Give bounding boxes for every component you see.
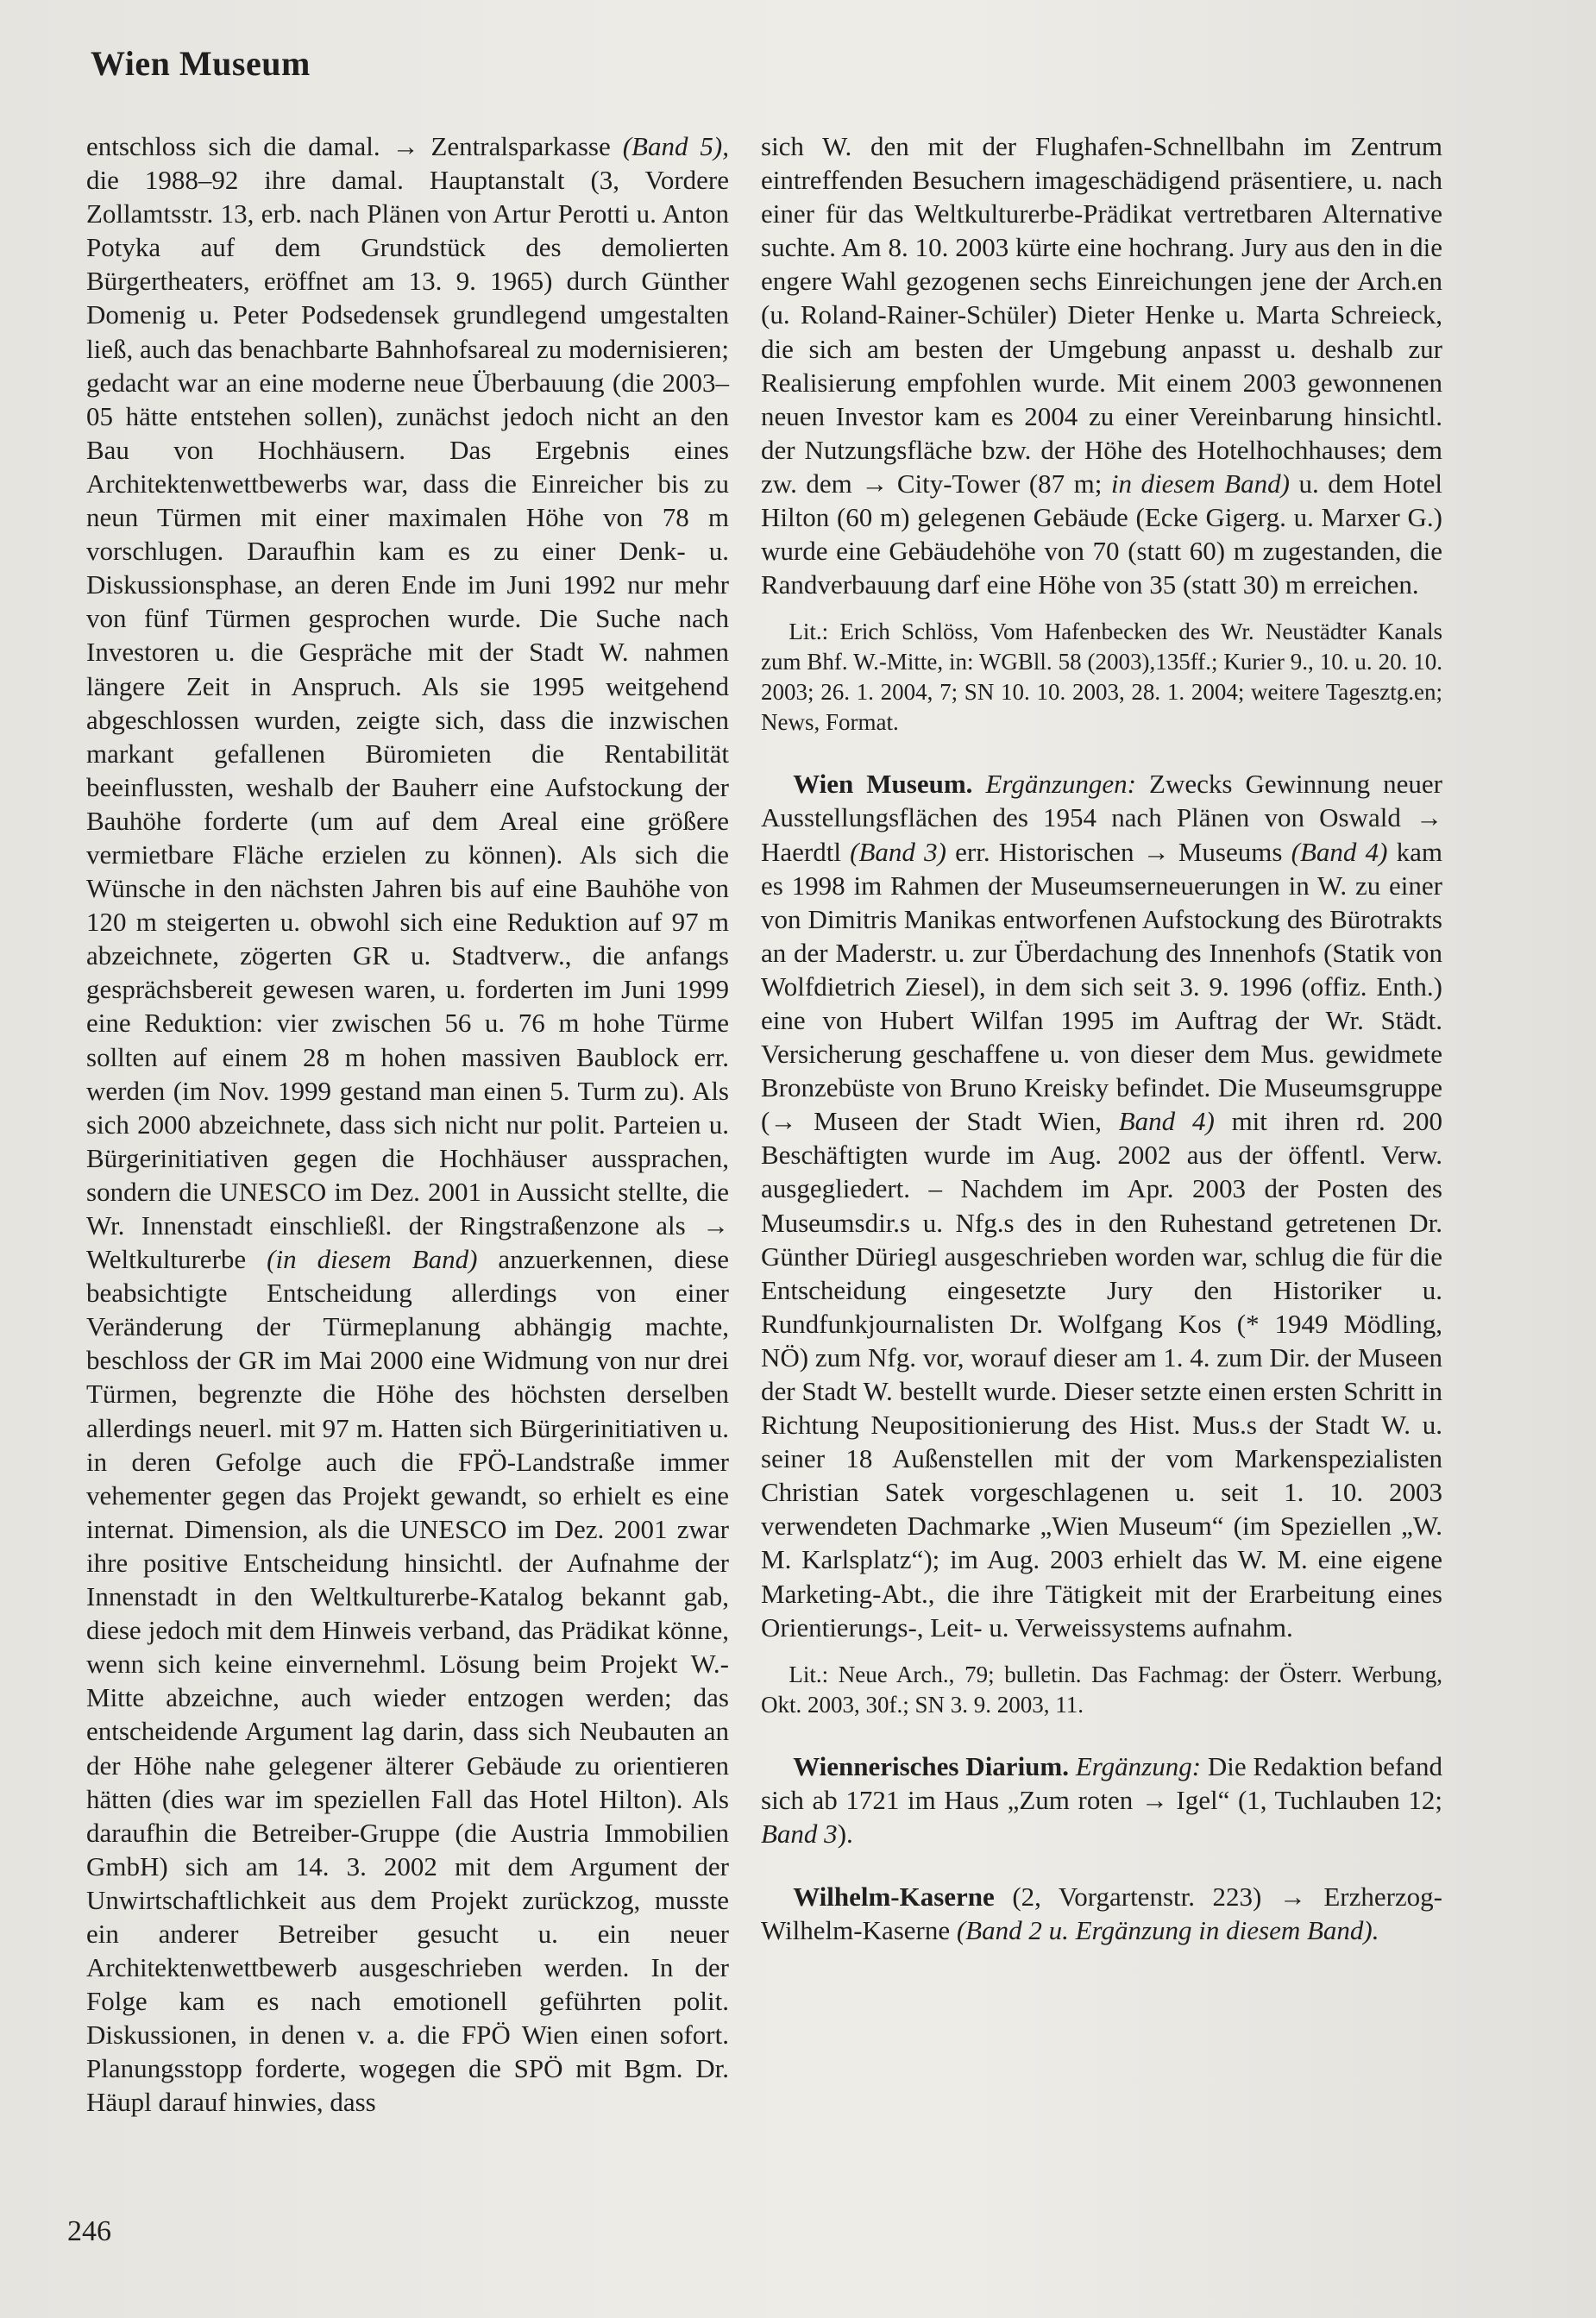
body-text: u. dem Hotel Hilton (60 m) gelegenen Gebäude (Ecke Gigerg. u. Marxer G.) wurde eine Gebäudehöhe von 70 (statt 60) m zugestanden, die Randverbauung darf eine Höhe von 35 (statt 30) m erreichen. xyxy=(761,468,1442,600)
paragraph-continued xyxy=(86,129,729,2120)
italic-text: (Band 5), xyxy=(622,131,729,161)
body-text: Zwecks Gewinnung neuer Ausstellungsflächen des 1954 nach Plänen von Oswald → Haerdtl xyxy=(761,769,1442,867)
italic-text: Band 3 xyxy=(761,1818,838,1849)
entry-wilhelm-kaserne xyxy=(761,1880,1442,1947)
entry-wien-museum xyxy=(761,767,1442,1643)
entry-wiennerisches-diarium xyxy=(761,1749,1442,1850)
paragraph-continued xyxy=(761,129,1442,601)
body-text: kam es 1998 im Rahmen der Museumserneuerungen in W. zu einer von Dimitris Manikas entworfenen Aufstockung des Bürotrakts an der Maderstr. u. zur Überdachung des Innenhofs (Statik von Wolfdietrich Ziesel), in dem sich seit 3. 9. 1996 (offiz. Enth.) eine von Hubert Wilfan 1995 im Auftrag der Wr. Städt. Versicherung geschaffene u. von dieser dem Mus. gewidmete Bronzebüste von Bruno Kreisky befindet. Die Museumsgruppe (→ Museen der Stadt Wien, xyxy=(761,836,1442,1137)
italic-text: Band 4) xyxy=(1118,1106,1215,1137)
italic-text: (Band 2 u. Ergänzung in diesem Band). xyxy=(956,1915,1379,1946)
literature-note: Lit.: Erich Schlöss, Vom Hafenbecken des Wr. Neustädter Kanals zum Bhf. W.-Mitte, in: WGBll. 58 (2003),135ff.; Kurier 9., 10. u. 20. 10. 2003; 26. 1. 2004, 7; SN 10. 10. 2003, 28. 1. 2004; weitere Tagesztg.en; News, Format. xyxy=(761,619,1442,736)
literature-note: Lit.: Neue Arch., 79; bulletin. Das Fachmag: der Österr. Werbung, Okt. 2003, 30f.; SN 3. 9. 2003, 11. xyxy=(761,1661,1442,1718)
body-text: err. Historischen → Museums xyxy=(946,836,1291,867)
entry-headword: Wiennerisches Diarium. xyxy=(793,1750,1069,1781)
body-text xyxy=(1069,1751,1076,1781)
body-text: (2, Vorgartenstr. 223) → Erzherzog-Wilhelm-Kaserne xyxy=(761,1881,1442,1946)
italic-text: in diesem Band) xyxy=(1110,468,1290,499)
body-text: sich W. den mit der Flughafen-Schnellbahn im Zentrum eintreffenden Besuchern imageschädigend präsentiere, u. nach einer für das Weltkulturerbe-Prädikat vertretbaren Alternative suchte. Am 8. 10. 2003 kürte eine hochrang. Jury aus den in die engere Wahl gezogenen sechs Einreichungen jene der Arch.en (u. Roland-Rainer-Schüler) Dieter Henke u. Marta Schreieck, die sich am besten der Umgebung anpasst u. deshalb zur Realisierung empfohlen wurde. Mit einem 2003 gewonnenen neuen Investor kam es 2004 zu einer Vereinbarung hinsichtl. der Nutzungsfläche bzw. der Höhe des Hotelhochhauses; dem zw. dem → City-Tower (87 m; xyxy=(761,131,1442,499)
body-text: anzuerkennen, diese beabsichtigte Entscheidung allerdings von einer Veränderung der Türmeplanung abhängig machte, beschloss der GR im Mai 2000 eine Widmung von nur drei Türmen, begrenzte die Höhe des höchsten derselben allerdings neuerl. mit 97 m. Hatten sich Bürgerinitiativen u. in deren Gefolge auch die FPÖ-Landstraße immer vehementer gegen das Projekt gewandt, so erhielt es eine internat. Dimension, als die UNESCO im Dez. 2001 zwar ihre positive Entscheidung hinsichtl. der Aufnahme der Innenstadt in den Weltkulturerbe-Katalog bekannt gab, diese jedoch mit dem Hinweis verband, das Prädikat könne, wenn sich keine einvernehml. Lösung beim Projekt W.-Mitte abzeichne, auch wieder entzogen werden; das entscheidende Argument lag darin, dass sich Neubauten an der Höhe nahe gelegener älterer Gebäude zu orientieren hätten (dies war im speziellen Fall das Hotel Hilton). Als daraufhin die Betreiber-Gruppe (die Austria Immobilien GmbH) sich am 14. 3. 2002 mit dem Argument der Unwirtschaftlichkeit aus dem Projekt zurückzog, musste ein anderer Betreiber gesucht u. ein neuer Architektenwettbewerb ausgeschrieben werden. In der Folge kam es nach emotionell geführten polit. Diskussionen, in denen v. a. die FPÖ Wien einen sofort. Planungsstopp forderte, wogegen die SPÖ mit Bgm. Dr. Häupl darauf hinwies, dass xyxy=(86,1244,729,2118)
body-text: Die Redaktion befand sich ab 1721 im Haus „Zum roten → Igel“ (1, Tuchlauben 12; xyxy=(761,1750,1443,1815)
entry-headword: Wien Museum. xyxy=(793,769,973,800)
entry-headword: Wilhelm-Kaserne xyxy=(793,1881,995,1913)
body-text: entschloss sich die damal. → Zentralsparkasse xyxy=(86,131,623,161)
italic-text: (Band 3) xyxy=(850,836,946,867)
body-text: ). xyxy=(837,1818,853,1849)
page-number: 246 xyxy=(67,2215,111,2247)
italic-text: (in diesem Band) xyxy=(267,1244,478,1275)
left-column xyxy=(86,129,729,2120)
running-title: Wien Museum xyxy=(91,44,311,83)
body-text: mit ihren rd. 200 Beschäftigten wurde im Aug. 2002 aus der öffentl. Verw. ausgegliedert. – Nachdem im Apr. 2003 der Posten des Museumsdir.s u. Nfg.s des in den Ruhestand getretenen Dr. Günther Düriegl ausgeschrieben worden war, schlug die für die Entscheidung eingesetzte Jury den Historiker u. Rundfunkjournalisten Dr. Wolfgang Kos (* 1949 Mödling, NÖ) zum Nfg. vor, worauf dieser am 1. 4. zum Dir. der Museen der Stadt W. bestellt wurde. Dieser setzte einen ersten Schritt in Richtung Neupositionierung des Hist. Mus.s der Stadt W. u. seiner 18 Außenstellen mit der vom Markenspezialisten Christian Satek vorgeschlagenen u. seit 1. 10. 2003 verwendeten Dachmarke „Wien Museum“ (im Speziellen „W. M. Karlsplatz“); im Aug. 2003 erhielt das W. M. eine eigene Marketing-Abt., die ihre Tätigkeit mit der Erarbeitung eines Orientierungs-, Leit- u. Verweissystems aufnahm. xyxy=(761,1106,1443,1643)
italic-text: Ergänzung: xyxy=(1075,1750,1202,1781)
italic-text: Ergänzungen: xyxy=(985,769,1136,800)
body-text xyxy=(972,769,985,799)
right-column xyxy=(761,129,1442,1947)
italic-text: (Band 4) xyxy=(1291,836,1388,867)
body-text: die 1988–92 ihre damal. Hauptanstalt (3, Vordere Zollamtsstr. 13, erb. nach Plänen von Artur Perotti u. Anton Potyka auf dem Grundstück des demolierten Bürgertheaters, eröffnet am 13. 9. 1965) durch Günther Domenig u. Peter Podsedensek grundlegend umgestalten ließ, auch das benachbarte Bahnhofsareal zu modernisieren; gedacht war an eine moderne neue Überbauung (die 2003–05 hätte entstehen sollen), zunächst jedoch nicht an den Bau von Hochhäusern. Das Ergebnis eines Architektenwettbewerbs war, dass die Einreicher bis zu neun Türmen mit einer maximalen Höhe von 78 m vorschlugen. Daraufhin kam es zu einer Denk- u. Diskussionsphase, an deren Ende im Juni 1992 nur mehr von fünf Türmen gesprochen wurde. Die Suche nach Investoren u. die Gespräche mit der Stadt W. nahmen längere Zeit in Anspruch. Als sie 1995 weitgehend abgeschlossen wurden, zeigte sich, dass die inzwischen markant gefallenen Büromieten die Rentabilität beeinflussten, weshalb der Bauherr eine Aufstockung der Bauhöhe forderte (um auf dem Areal eine größere vermietbare Fläche erzielen zu können). Als sich die Wünsche in den nächsten Jahren bis auf eine Bauhöhe von 120 m steigerten u. obwohl sich eine Reduktion auf 97 m abzeichnete, zögerten GR u. Stadtverw., die anfangs gesprächsbereit gewesen waren, u. forderten im Juni 1999 eine Reduktion: vier zwischen 56 u. 76 m hohe Türme sollten auf einem 28 m hohen massiven Baublock err. werden (im Nov. 1999 gestand man einen 5. Turm zu). Als sich 2000 abzeichnete, dass sich nicht nur polit. Parteien u. Bürgerinitiativen gegen die Hochhäuser aussprachen, sondern die UNESCO im Dez. 2001 in Aussicht stellte, die Wr. Innenstadt einschließl. der Ringstraßenzone als → Weltkulturerbe xyxy=(86,165,729,1275)
